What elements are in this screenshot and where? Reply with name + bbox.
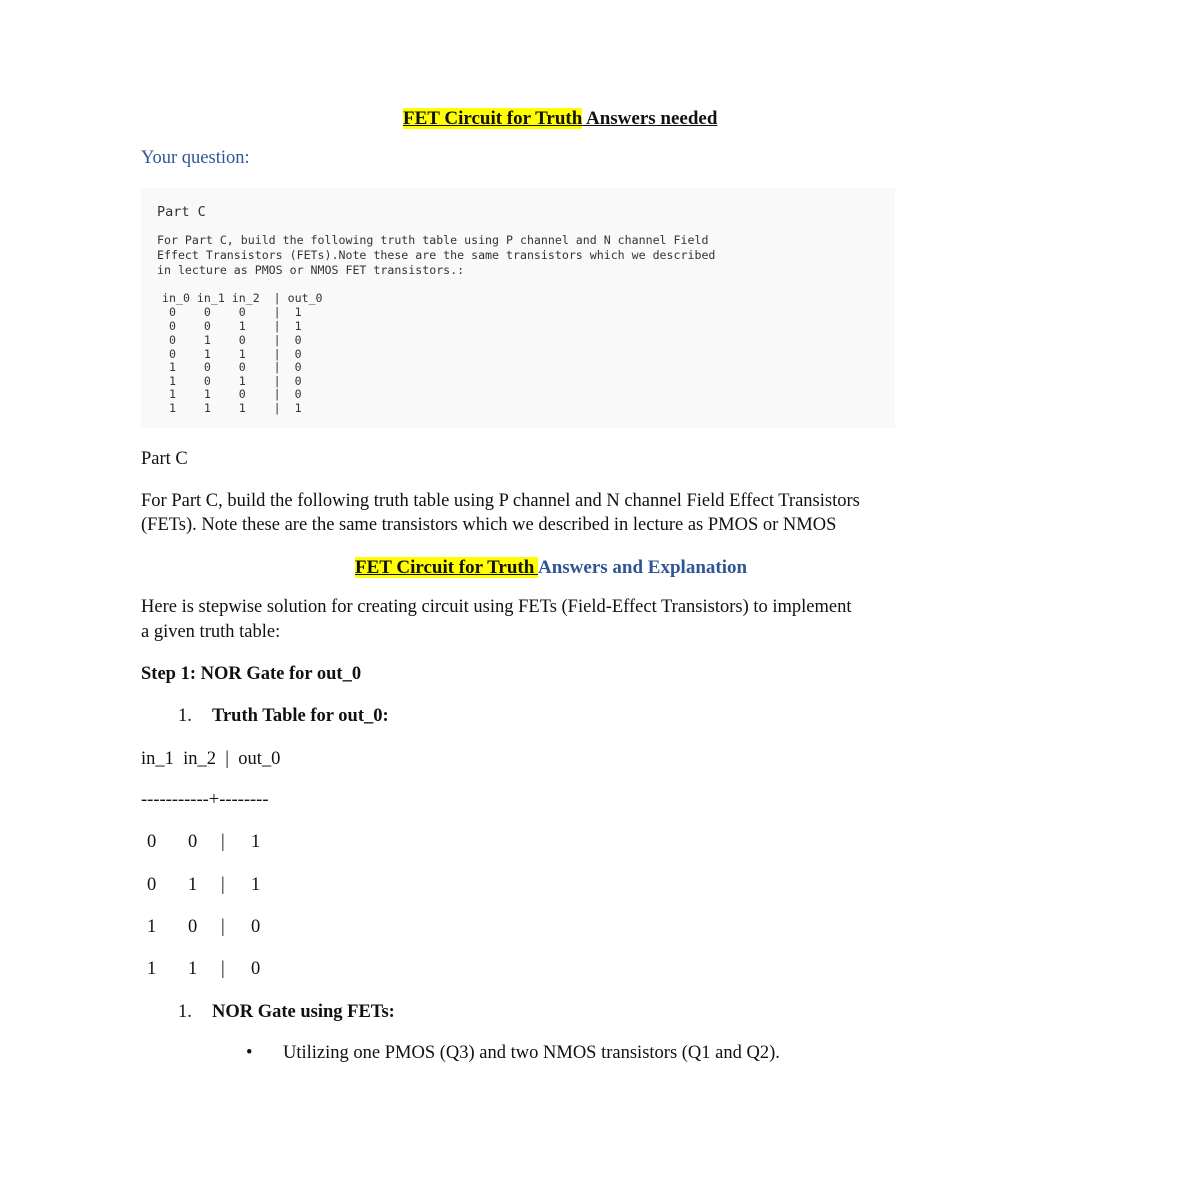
title-highlight: FET Circuit for Truth [403,108,583,129]
table-cell: 1 [251,832,261,852]
table-separator: -----------+-------- [141,790,269,810]
part-c-label: Part C [141,449,188,469]
image-table-row: in_0 in_1 in_2 | out_0 [162,291,323,305]
table-cell: 1 [188,875,198,895]
question-text-line: (FETs). Note these are the same transistors which we described in lecture as PMOS or NMOS [141,515,837,535]
image-table-row: 0 1 0 | 0 [162,333,302,347]
image-table-row: 0 1 1 | 0 [162,347,302,361]
question-image [141,188,895,428]
table-cell: 0 [147,832,157,852]
table-cell: 1 [188,959,198,979]
table-header: in_1 in_2 | out_0 [141,749,281,769]
sub2-label: NOR Gate using FETs: [212,1002,395,1022]
intro-line: Here is stepwise solution for creating circuit using FETs (Field-Effect Transistors) to implement [141,597,852,617]
table-cell: | [221,875,225,895]
image-heading: Part C [157,204,206,220]
table-cell: | [221,917,225,937]
table-cell: 1 [251,875,261,895]
sub2-number: 1. [178,1002,192,1022]
table-cell: | [221,959,225,979]
table-cell: | [221,832,225,852]
image-text-line: in lecture as PMOS or NMOS FET transistors.: [157,263,465,277]
image-table-row: 1 1 0 | 0 [162,387,302,401]
table-cell: 0 [188,917,198,937]
answer-heading [355,557,747,579]
table-cell: 0 [251,917,261,937]
document-title [403,108,717,130]
table-cell: 0 [251,959,261,979]
intro-line: a given truth table: [141,622,281,642]
image-table-row: 0 0 0 | 1 [162,305,302,319]
image-table-row: 1 1 1 | 1 [162,401,302,415]
bullet-text: Utilizing one PMOS (Q3) and two NMOS transistors (Q1 and Q2). [283,1043,780,1063]
table-cell: 1 [147,959,157,979]
image-text-line: Effect Transistors (FETs).Note these are the same transistors which we described [157,248,716,262]
title-rest: Answers needed [582,108,718,129]
step-1-heading: Step 1: NOR Gate for out_0 [141,664,362,684]
answer-heading-highlight: FET Circuit for Truth [355,557,538,578]
table-cell: 0 [188,832,198,852]
bullet-icon: • [246,1043,253,1063]
answer-heading-rest: Answers and Explanation [538,557,748,578]
table-cell: 0 [147,875,157,895]
sub1-number: 1. [178,706,192,726]
image-text-line: For Part C, build the following truth table using P channel and N channel Field [157,233,709,247]
image-table-row: 0 0 1 | 1 [162,319,302,333]
image-table-row: 1 0 0 | 0 [162,360,302,374]
question-label: Your question: [141,148,250,168]
table-cell: 1 [147,917,157,937]
sub1-label: Truth Table for out_0: [212,706,389,726]
question-text-line: For Part C, build the following truth table using P channel and N channel Field Effect Transistors [141,491,860,511]
image-table-row: 1 0 1 | 0 [162,374,302,388]
